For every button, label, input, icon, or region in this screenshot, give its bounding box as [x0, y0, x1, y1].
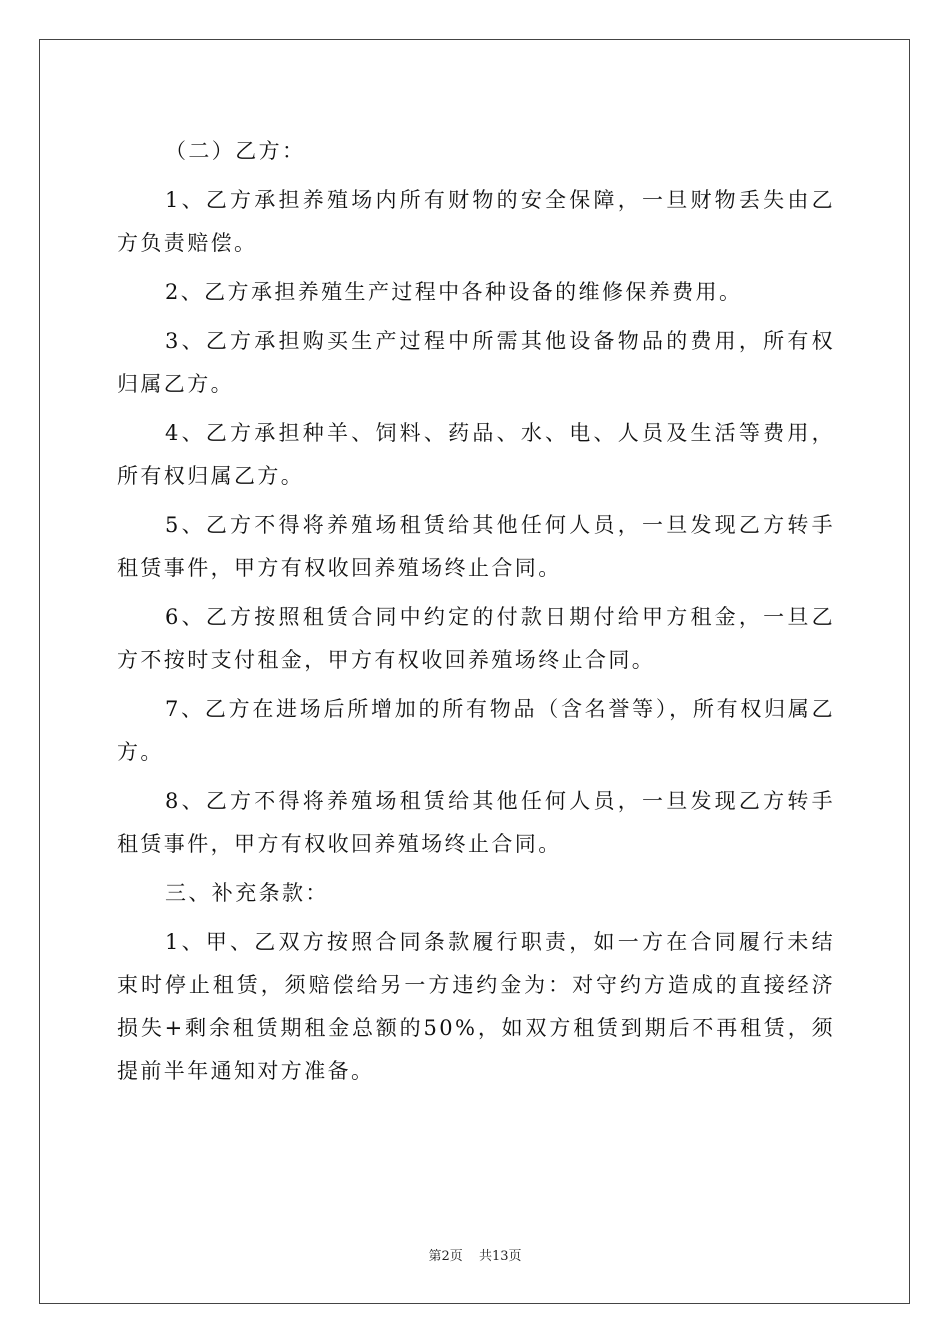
section-heading-party-b: （二）乙方： — [165, 139, 306, 163]
section-heading-supplementary: 三、补充条款： — [165, 881, 329, 905]
clause-paragraph: 7、乙方在进场后所增加的所有物品（含名誉等），所有权归属乙方。 — [117, 697, 835, 764]
clause-paragraph: 1、甲、乙双方按照合同条款履行职责，如一方在合同履行未结束时停止租赁，须赔偿给另一方违约金为：对守约方造成的直接经济损失+剩余租赁期租金总额的50%，如双方租赁到期后不再租赁，须提前半年通知对方准备。 — [117, 930, 835, 1083]
clause-paragraph: 4、乙方承担种羊、饲料、药品、水、电、人员及生活等费用，所有权归属乙方。 — [117, 421, 835, 488]
page-footer — [0, 1245, 950, 1264]
clause-paragraph: 5、乙方不得将养殖场租赁给其他任何人员，一旦发现乙方转手租赁事件，甲方有权收回养殖场终止合同。 — [117, 513, 835, 580]
page-total: 共13页 — [478, 1249, 522, 1264]
clause-paragraph: 2、乙方承担养殖生产过程中各种设备的维修保养费用。 — [165, 280, 743, 304]
clause-paragraph: 8、乙方不得将养殖场租赁给其他任何人员，一旦发现乙方转手租赁事件，甲方有权收回养殖场终止合同。 — [117, 789, 835, 856]
clause-paragraph: 1、乙方承担养殖场内所有财物的安全保障，一旦财物丢失由乙方负责赔偿。 — [117, 188, 835, 255]
clause-paragraph: 6、乙方按照租赁合同中约定的付款日期付给甲方租金，一旦乙方不按时支付租金，甲方有权收回养殖场终止合同。 — [117, 605, 835, 672]
page-number: 第2页 — [428, 1249, 463, 1264]
clause-paragraph: 3、乙方承担购买生产过程中所需其他设备物品的费用，所有权归属乙方。 — [117, 329, 835, 396]
document-body — [117, 130, 835, 1099]
